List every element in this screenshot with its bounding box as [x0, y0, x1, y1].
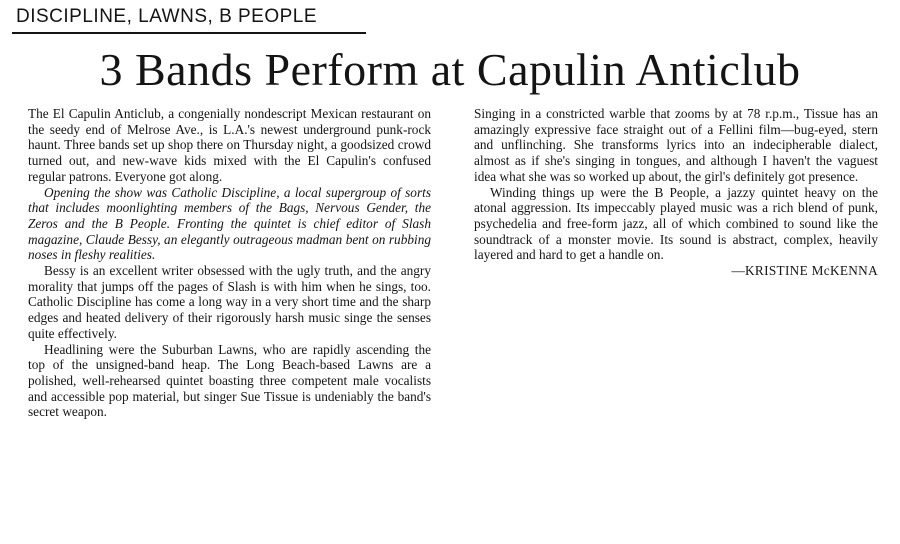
body-column-right — [474, 106, 878, 279]
body-column-left — [28, 106, 431, 420]
article-headline: 3 Bands Perform at Capulin Anticlub — [99, 44, 801, 95]
byline: —KRISTINE McKENNA — [731, 263, 878, 279]
kicker-underline — [12, 32, 366, 34]
kicker-headline: DISCIPLINE, LAWNS, B PEOPLE — [16, 6, 318, 27]
paragraph: Singing in a constricted warble that zooms by at 78 r.p.m., Tissue has an amazingly expressive face straight out of a Fellini film—bug-eyed, stern and unflinching. She transforms lyrics into an indecipherable dialect, almost as if she's singing in tongues, and although I haven't the vaguest idea what she was so worked up about, the girl's definitely got presence. — [474, 106, 878, 184]
paragraph: Winding things up were the B People, a jazzy quintet heavy on the atonal aggression. Its impeccably played music was a rich blend of punk, psychedelia and free-form jazz, all of which combined to sound like the soundtrack of a monster movie. Its sound is abstract, complex, heavily layered and hard to get a handle on. — [474, 184, 878, 263]
paragraph: Opening the show was Catholic Discipline, a local supergroup of sorts that includes moonlighting members of the Bags, Nervous Gender, the Zeros and the B People. Fronting the quintet is chief editor of Slash magazine, Claude Bessy, an elegantly outrageous madman bent on rubbing noses in fleshy realities. — [28, 184, 431, 263]
paragraph: The El Capulin Anticlub, a congenially nondescript Mexican restaurant on the seedy end of Melrose Ave., is L.A.'s newest underground punk-rock haunt. Three bands set up shop there on Thursday night, a goodsized crowd turned out, and new-wave kids mixed with the El Capulin's confused regular patrons. Everyone got along. — [28, 106, 431, 184]
paragraph: Headlining were the Suburban Lawns, who are rapidly ascending the top of the unsigned-band heap. The Long Beach-based Lawns are a polished, well-rehearsed quintet boasting three competent male vocalists and accessible pop material, but singer Sue Tissue is undeniably the band's secret weapon. — [28, 341, 431, 420]
paragraph: Bessy is an excellent writer obsessed with the ugly truth, and the angry morality that jumps off the pages of Slash is with him when he sings, too. Catholic Discipline has come a long way in a very short time and the sharp edges and heated delivery of their rigorously harsh music singe the senses quite effectively. — [28, 263, 431, 341]
